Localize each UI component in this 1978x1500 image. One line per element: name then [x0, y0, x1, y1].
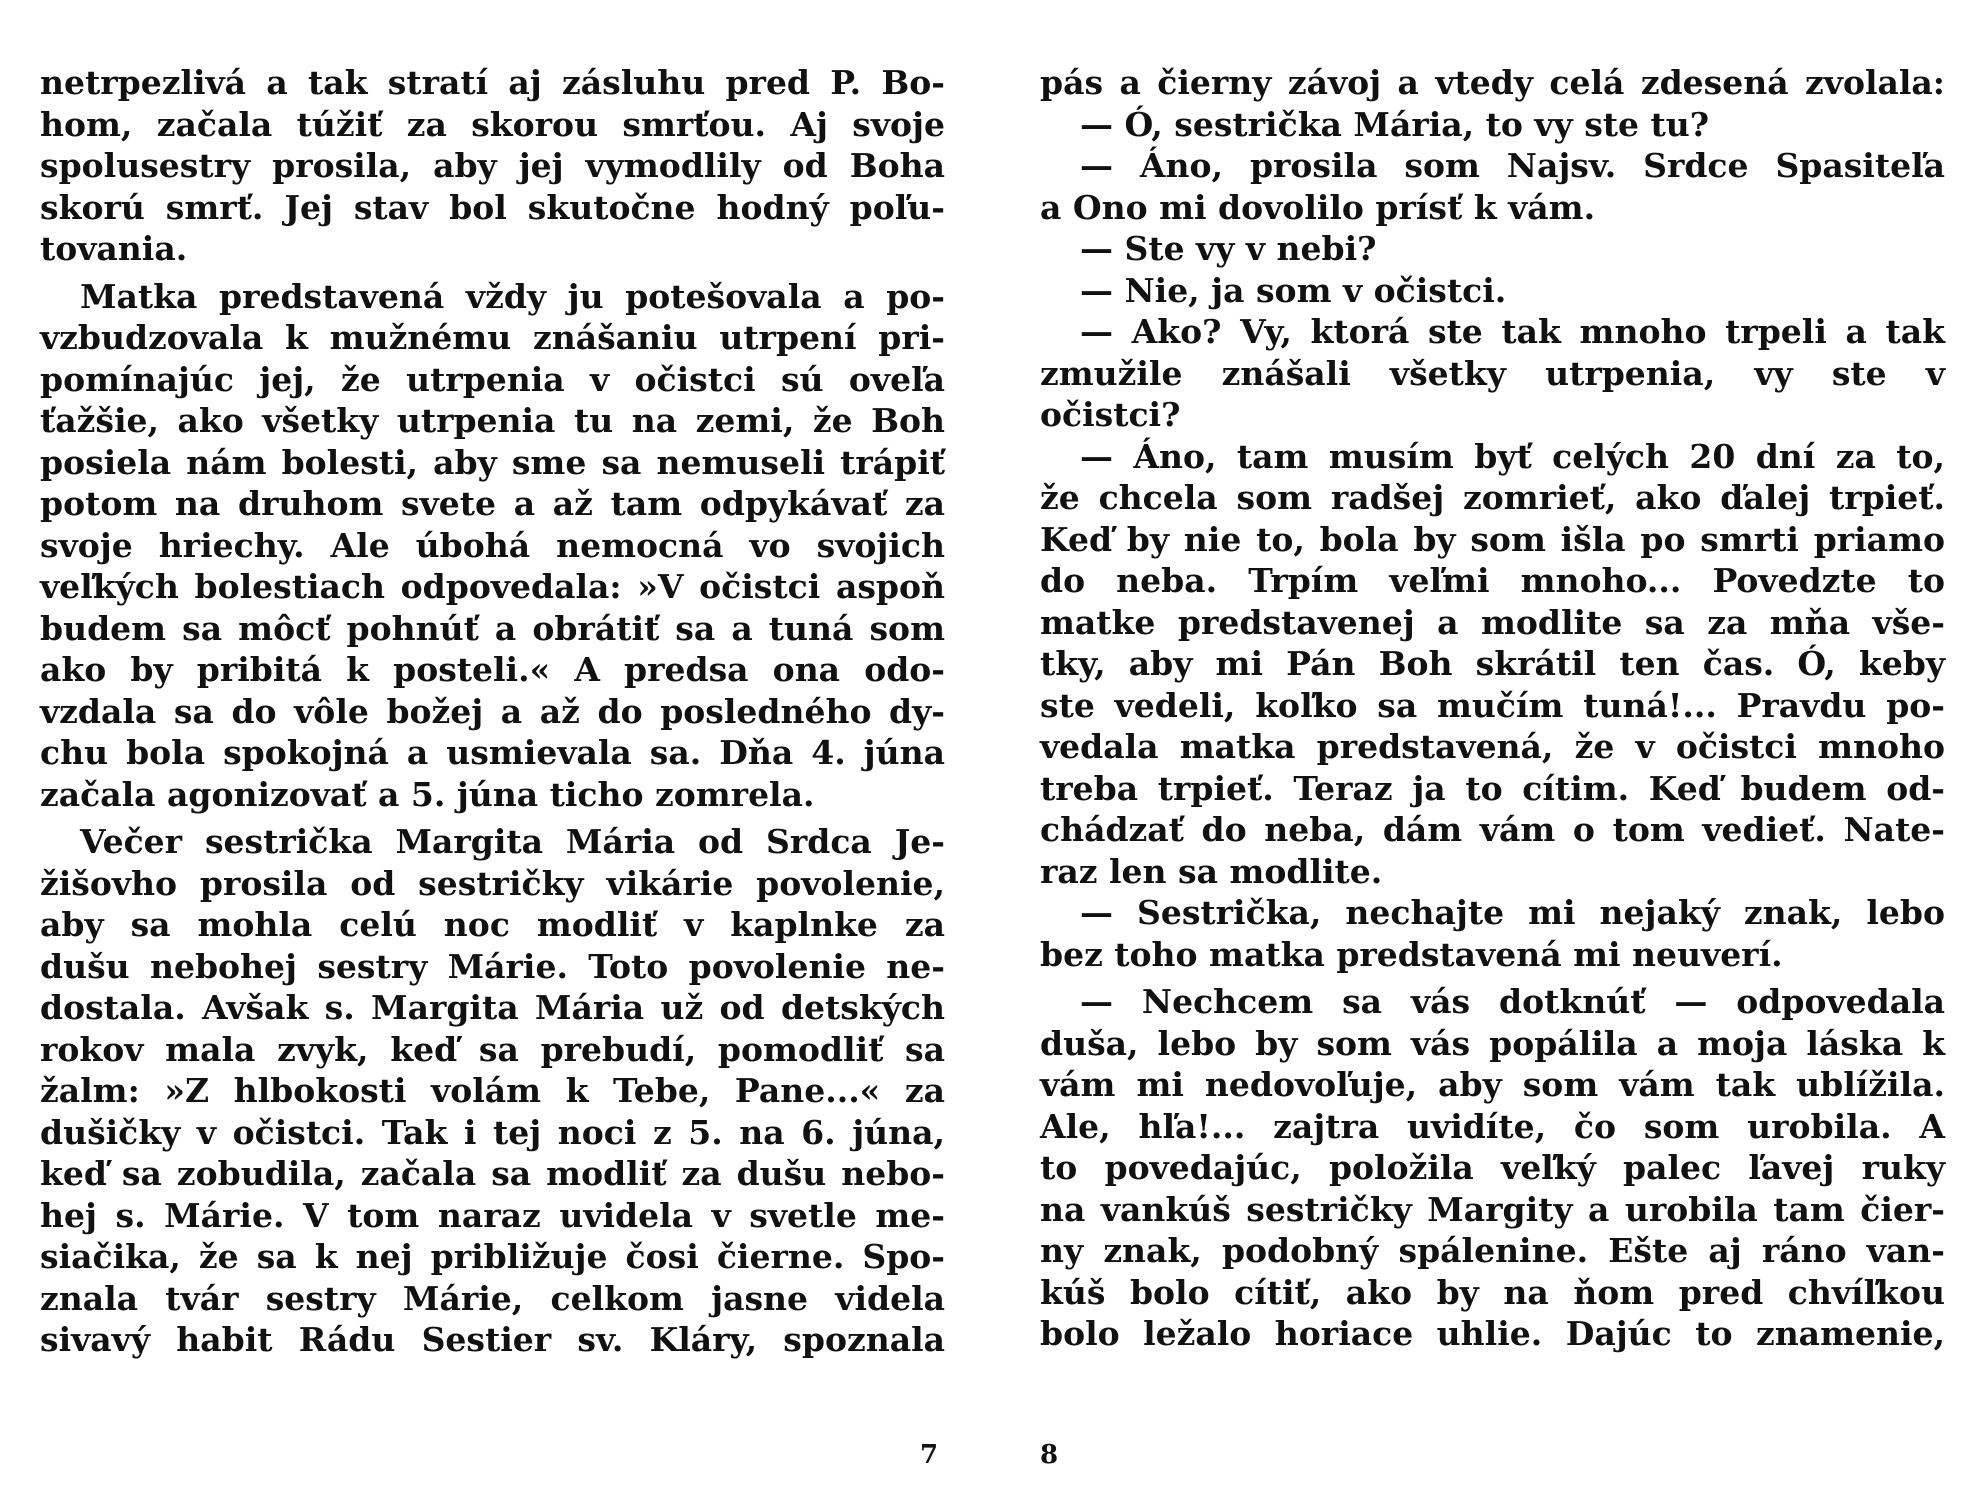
text-line: očistci? [1040, 395, 1181, 434]
text-line: ako by pribitá k posteli.« A predsa ona odo- [40, 650, 945, 689]
text-line: bolo ležalo horiace uhlie. Dajúc to znamenie, [1040, 1314, 1945, 1353]
text-line: vám mi nedovoľuje, aby som vám tak ublížila. [1040, 1065, 1945, 1104]
text-line: znala tvár sestry Márie, celkom jasne videla [40, 1278, 945, 1318]
left-page-text [40, 62, 945, 1361]
right-page-number: 8 [1040, 1440, 1059, 1470]
text-line: do neba. Trpím veľmi mnoho... Povedzte to [1040, 561, 1945, 600]
right-page-text [1040, 62, 1945, 1355]
text-line: chu bola spokojná a usmievala sa. Dňa 4. júna [40, 733, 945, 772]
text-line: veľkých bolestiach odpovedala: »V očistci aspoň [40, 567, 945, 606]
text-line: vedala matka predstavená, že v očistci mnoho [1040, 727, 1945, 766]
text-line: — Nie, ja som v očistci. [1080, 270, 1507, 310]
text-line: dušičky v očistci. Tak i tej noci z 5. na 6. júna, [40, 1112, 945, 1152]
text-line: žišovho prosila od sestričky vikárie povolenie, [40, 863, 945, 903]
text-line: siačika, že sa k nej približuje čosi čierne. Spo- [40, 1237, 945, 1276]
text-line: sivavý habit Rádu Sestier sv. Kláry, spoznala [40, 1320, 945, 1359]
text-line: pás a čierny závoj a vtedy celá zdesená zvolala: [1040, 63, 1945, 102]
text-line: netrpezlivá a tak stratí aj zásluhu pred P. Bo- [40, 63, 945, 102]
text-line: svoje hriechy. Ale úbohá nemocná vo svojich [40, 525, 945, 565]
text-line: — Áno, tam musím byť celých 20 dní za to, [1080, 436, 1945, 476]
text-line: vzdala sa do vôle božej a až do posledného dy- [40, 691, 945, 731]
text-line: — Sestrička, nechajte mi nejaký znak, lebo [1080, 893, 1945, 932]
text-line: ny znak, podobný spálenine. Ešte aj ráno van- [1040, 1231, 1945, 1270]
text-line: — Nechcem sa vás dotknúť — odpovedala [1080, 982, 1945, 1021]
text-line: dostala. Avšak s. Margita Mária už od detských [40, 988, 945, 1027]
text-line: Matka predstavená vždy ju potešovala a po- [80, 276, 945, 316]
text-line: vzbudzovala k mužnému znášaniu utrpení pri- [40, 318, 945, 357]
text-line: a Ono mi dovolilo prísť k vám. [1040, 187, 1596, 227]
text-line: kúš bolo cítiť, ako by na ňom pred chvíľkou [1040, 1272, 1945, 1312]
text-line: hej s. Márie. V tom naraz uvidela v svetle me- [40, 1195, 945, 1235]
text-line: začala agonizovať a 5. júna ticho zomrela. [40, 774, 815, 814]
text-line: ste vedeli, koľko sa mučím tuná!... Pravdu po- [1040, 685, 1945, 725]
text-line: — Áno, prosila som Najsv. Srdce Spasiteľa [1080, 146, 1945, 185]
text-line: žalm: »Z hlbokosti volám k Tebe, Pane...« za [40, 1071, 945, 1110]
text-line: dušu nebohej sestry Márie. Toto povolenie ne- [40, 946, 945, 986]
text-line: potom na druhom svete a až tam odpykávať za [40, 484, 945, 523]
left-page-number: 7 [920, 1440, 939, 1470]
text-line: Ale, hľa!... zajtra uvidíte, čo som urobila. A [1040, 1106, 1945, 1146]
text-line: Večer sestrička Margita Mária od Srdca Je- [80, 822, 945, 861]
text-line: Keď by nie to, bola by som išla po smrti priamo [1040, 519, 1945, 559]
text-line: matke predstavenej a modlite sa za mňa vše- [1040, 602, 1945, 642]
text-line: budem sa môcť pohnúť a obrátiť sa a tuná som [40, 608, 945, 648]
text-line: keď sa zobudila, začala sa modliť za dušu nebo- [40, 1154, 945, 1193]
text-line: aby sa mohla celú noc modliť v kaplnke za [40, 905, 945, 944]
text-line: spolusestry prosila, aby jej vymodlily od Boha [40, 146, 945, 185]
text-line: treba trpieť. Teraz ja to cítim. Keď budem od- [1040, 768, 1945, 808]
text-line: tky, aby mi Pán Boh skrátil ten čas. Ó, keby [1040, 644, 1945, 683]
text-line: ťažšie, ako všetky utrpenia tu na zemi, že Boh [40, 401, 945, 440]
text-line: že chcela som radšej zomrieť, ako ďalej trpieť. [1040, 478, 1945, 517]
text-line: pomínajúc jej, že utrpenia v očistci sú oveľa [40, 359, 945, 399]
text-line: raz len sa modlite. [1040, 851, 1383, 891]
text-line: — Ako? Vy, ktorá ste tak mnoho trpeli a tak [1080, 312, 1945, 351]
text-line: na vankúš sestričky Margity a urobila tam čier- [1040, 1189, 1945, 1229]
text-line: chádzať do neba, dám vám o tom vedieť. Nate- [1040, 810, 1945, 849]
text-line: zmužile znášali všetky utrpenia, vy ste v [1040, 353, 1945, 393]
text-line: posiela nám bolesti, aby sme sa nemuseli trápiť [40, 442, 945, 482]
text-line: tovania. [40, 229, 188, 268]
text-line: to povedajúc, položila veľký palec ľavej ruky [1040, 1148, 1945, 1187]
text-line: hom, začala túžiť za skorou smrťou. Aj svoje [40, 104, 945, 144]
text-line: bez toho matka predstavená mi neuverí. [1040, 934, 1783, 974]
text-line: rokov mala zvyk, keď sa prebudí, pomodliť sa [40, 1029, 945, 1069]
text-line: — Ste vy v nebi? [1080, 229, 1377, 268]
text-line: skorú smrť. Jej stav bol skutočne hodný poľu- [40, 187, 945, 227]
text-line: duša, lebo by som vás popálila a moja láska k [1040, 1023, 1945, 1063]
text-line: — Ó, sestrička Mária, to vy ste tu? [1080, 104, 1710, 144]
